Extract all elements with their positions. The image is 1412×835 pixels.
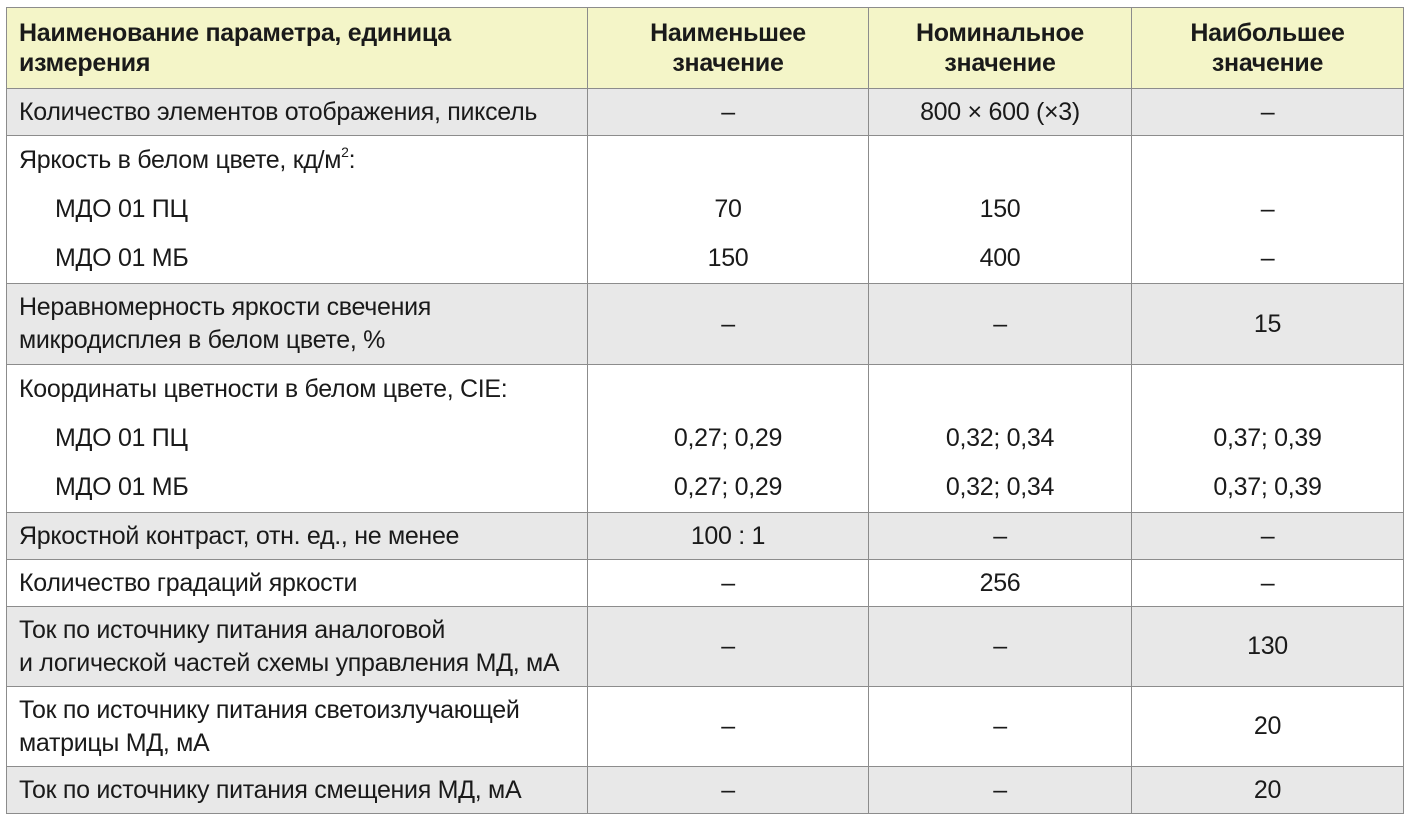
value: 0,32; 0,34 [945, 424, 1055, 452]
row-name [7, 607, 588, 687]
row-nom [869, 136, 1132, 284]
parameters-table [6, 7, 1404, 814]
table-row [7, 365, 1404, 513]
row-name-line: микродисплея в белом цвете, % [19, 326, 386, 354]
row-nom: 256 [869, 560, 1132, 607]
row-name-line: Ток по источнику питания светоизлучающей [19, 695, 520, 724]
brightness-unit-sup: 2 [341, 143, 349, 160]
row-min [588, 136, 869, 284]
row-name [7, 284, 588, 365]
row-name: Яркостной контраст, отн. ед., не менее [7, 513, 588, 560]
brightness-title-suffix: : [348, 146, 356, 174]
value: 150 [707, 244, 749, 272]
row-name-line: матрицы МД, мА [19, 728, 210, 757]
value: 0,27; 0,29 [673, 473, 783, 501]
row-min: – [588, 687, 869, 767]
value: 0,27; 0,29 [673, 424, 783, 452]
table-row [7, 687, 1404, 767]
value: 400 [979, 244, 1021, 272]
sub-item-name: МДО 01 МБ [55, 473, 189, 501]
row-name [7, 136, 588, 284]
table-row [7, 284, 1404, 365]
row-name-line: Ток по источнику питания аналоговой [19, 615, 445, 644]
row-max: – [1132, 560, 1404, 607]
row-min: – [588, 767, 869, 814]
row-max: – [1132, 89, 1404, 136]
header-max: Наибольшее значение [1132, 8, 1404, 89]
row-nom: 800 × 600 (×3) [869, 89, 1132, 136]
row-max: 20 [1132, 767, 1404, 814]
table-row [7, 89, 1404, 136]
row-min: – [588, 284, 869, 365]
chromaticity-title: Координаты цветности в белом цвете, CIE: [19, 375, 508, 403]
table-row [7, 136, 1404, 284]
row-name [7, 365, 588, 513]
row-max: 20 [1132, 687, 1404, 767]
value: – [1260, 244, 1275, 272]
row-max [1132, 365, 1404, 513]
table-header-row [7, 8, 1404, 89]
row-min: 100 : 1 [588, 513, 869, 560]
table-row [7, 607, 1404, 687]
sub-item-name: МДО 01 МБ [55, 244, 189, 272]
row-min: – [588, 560, 869, 607]
sub-item-name: МДО 01 ПЦ [55, 195, 188, 223]
row-name [7, 687, 588, 767]
header-nom: Номинальное значение [869, 8, 1132, 89]
brightness-title-text: Яркость в белом цвете, кд/м [19, 146, 342, 174]
table-row [7, 767, 1404, 814]
row-name-line: и логической частей схемы управления МД, мА [19, 648, 560, 677]
table-row [7, 560, 1404, 607]
row-nom: – [869, 767, 1132, 814]
sub-item-name: МДО 01 ПЦ [55, 424, 188, 452]
value: 70 [714, 195, 742, 223]
row-max: – [1132, 513, 1404, 560]
brightness-title [19, 136, 575, 185]
header-param: Наименование параметра, единица измерения [7, 8, 588, 89]
row-nom: – [869, 284, 1132, 365]
row-min: – [588, 607, 869, 687]
row-name: Количество элементов отображения, пиксель [7, 89, 588, 136]
row-min [588, 365, 869, 513]
row-max: 130 [1132, 607, 1404, 687]
row-name: Количество градаций яркости [7, 560, 588, 607]
row-nom: – [869, 513, 1132, 560]
row-max [1132, 136, 1404, 284]
row-nom: – [869, 607, 1132, 687]
value: 150 [979, 195, 1021, 223]
row-max: 15 [1132, 284, 1404, 365]
row-name-line: Неравномерность яркости свечения [19, 293, 432, 321]
value: 0,37; 0,39 [1213, 473, 1322, 501]
row-min: – [588, 89, 869, 136]
header-min: Наименьшее значение [588, 8, 869, 89]
value: 0,32; 0,34 [945, 473, 1055, 501]
table-row [7, 513, 1404, 560]
value: – [1260, 195, 1275, 223]
value: 0,37; 0,39 [1213, 424, 1322, 452]
row-name: Ток по источнику питания смещения МД, мА [7, 767, 588, 814]
row-nom: – [869, 687, 1132, 767]
row-nom [869, 365, 1132, 513]
